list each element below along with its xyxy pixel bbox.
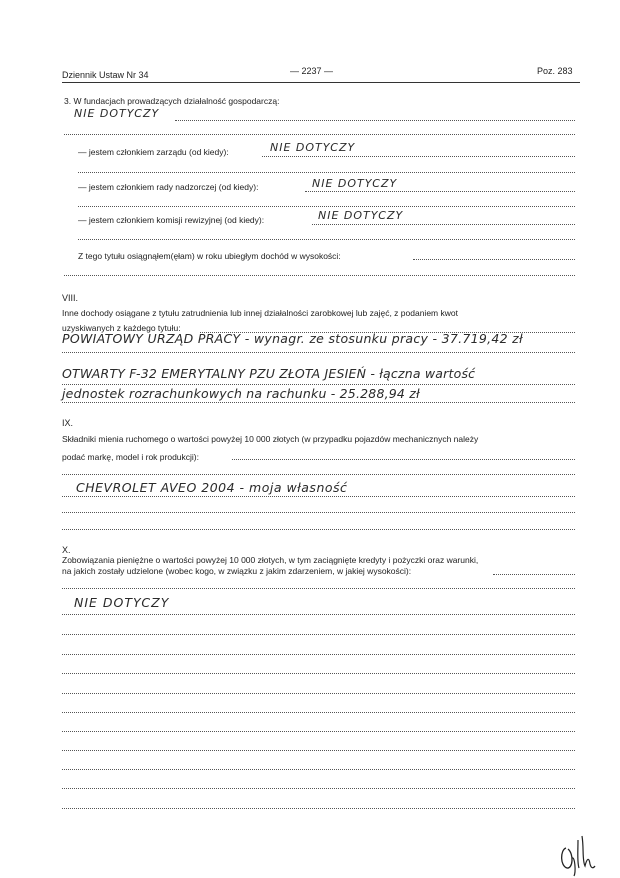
header-rule — [62, 82, 580, 83]
section-x-line-9 — [62, 750, 575, 751]
section-ix-line-4 — [62, 529, 575, 530]
supervisory-line-2 — [78, 206, 575, 207]
section-x-line-5 — [62, 673, 575, 674]
section-x-line-1 — [62, 588, 575, 589]
section-x-numeral: X. — [62, 545, 71, 555]
board-label: — jestem członkiem zarządu (od kiedy): — [78, 147, 229, 157]
section-ix-handwritten: CHEVROLET AVEO 2004 - moja własność — [76, 480, 348, 495]
section-x-line-3 — [62, 634, 575, 635]
section-x-line-2 — [62, 614, 575, 615]
position-number: Poz. 283 — [537, 66, 573, 76]
audit-line-2 — [78, 239, 575, 240]
section-ix-text-1: Składniki mienia ruchomego o wartości powyżej 10 000 złotych (w przypadku pojazdów mechanicznych należy — [62, 434, 479, 444]
section-x-line-7 — [62, 712, 575, 713]
section-x-line-11 — [62, 788, 575, 789]
section-3-title: 3. W fundacjach prowadzących działalność gospodarczą: — [64, 96, 280, 106]
section-viii-line-2 — [62, 384, 575, 385]
section-ix-line-3 — [62, 512, 575, 513]
audit-value: NIE DOTYCZY — [318, 209, 404, 222]
section-3-handwritten: NIE DOTYCZY — [74, 107, 160, 120]
section-viii-text-2: uzyskiwanych z każdego tytułu: — [62, 323, 181, 333]
section-x-text-1: Zobowiązania pieniężne o wartości powyżej 10 000 złotych, w tym zaciągnięte kredyty i pożyczki oraz warunki, — [62, 555, 479, 565]
section-x-line-10 — [62, 769, 575, 770]
audit-line-1 — [312, 224, 575, 225]
signature-initials — [558, 828, 598, 878]
section-x-line-8 — [62, 731, 575, 732]
income-label: Z tego tytułu osiągnąłem(ęłam) w roku ubiegłym dochód w wysokości: — [78, 251, 341, 261]
audit-label: — jestem członkiem komisji rewizyjnej (od kiedy): — [78, 215, 265, 225]
section-ix-numeral: IX. — [62, 418, 74, 428]
section-viii-text-1: Inne dochody osiągane z tytułu zatrudnienia lub innej działalności zarobkowej lub zajęć, z podaniem kwot — [62, 308, 458, 318]
section-viii-line-3 — [62, 402, 575, 403]
section-viii-numeral: VIII. — [62, 293, 79, 303]
supervisory-line-1 — [305, 191, 575, 192]
section-ix-text-2: podać markę, model i rok produkcji): — [62, 452, 200, 462]
supervisory-label: — jestem członkiem rady nadzorczej (od kiedy): — [78, 182, 259, 192]
section-x-text-2: na jakich zostały udzielone (wobec kogo, w związku z jakim zdarzeniem, w jakiej wysokości): — [62, 566, 412, 576]
page-number: — 2237 — — [290, 66, 334, 76]
section-viii-handwritten-1: POWIATOWY URZĄD PRACY - wynagr. ze stosunku pracy - 37.719,42 zł — [62, 331, 523, 346]
section-x-line-0 — [493, 574, 575, 575]
section-viii-handwritten-2: OTWARTY F-32 EMERYTALNY PZU ZŁOTA JESIEŃ - łączna wartość — [62, 366, 476, 381]
section-ix-line-0 — [232, 459, 575, 460]
income-line-2 — [64, 275, 575, 276]
board-value: NIE DOTYCZY — [270, 141, 356, 154]
section-ix-line-1 — [62, 474, 575, 475]
section-x-line-6 — [62, 693, 575, 694]
section-3-line-2 — [64, 134, 575, 135]
section-ix-line-2 — [62, 496, 575, 497]
section-3-line-1 — [175, 120, 575, 121]
supervisory-value: NIE DOTYCZY — [312, 177, 398, 190]
section-x-handwritten: NIE DOTYCZY — [74, 595, 170, 610]
board-line-1 — [262, 156, 575, 157]
section-x-line-12 — [62, 808, 575, 809]
section-viii-handwritten-3: jednostek rozrachunkowych na rachunku - 25.288,94 zł — [62, 386, 420, 401]
income-line-1 — [413, 259, 575, 260]
section-x-line-4 — [62, 654, 575, 655]
journal-title: Dziennik Ustaw Nr 34 — [62, 70, 149, 80]
board-line-2 — [78, 172, 575, 173]
section-viii-line-1 — [62, 352, 575, 353]
